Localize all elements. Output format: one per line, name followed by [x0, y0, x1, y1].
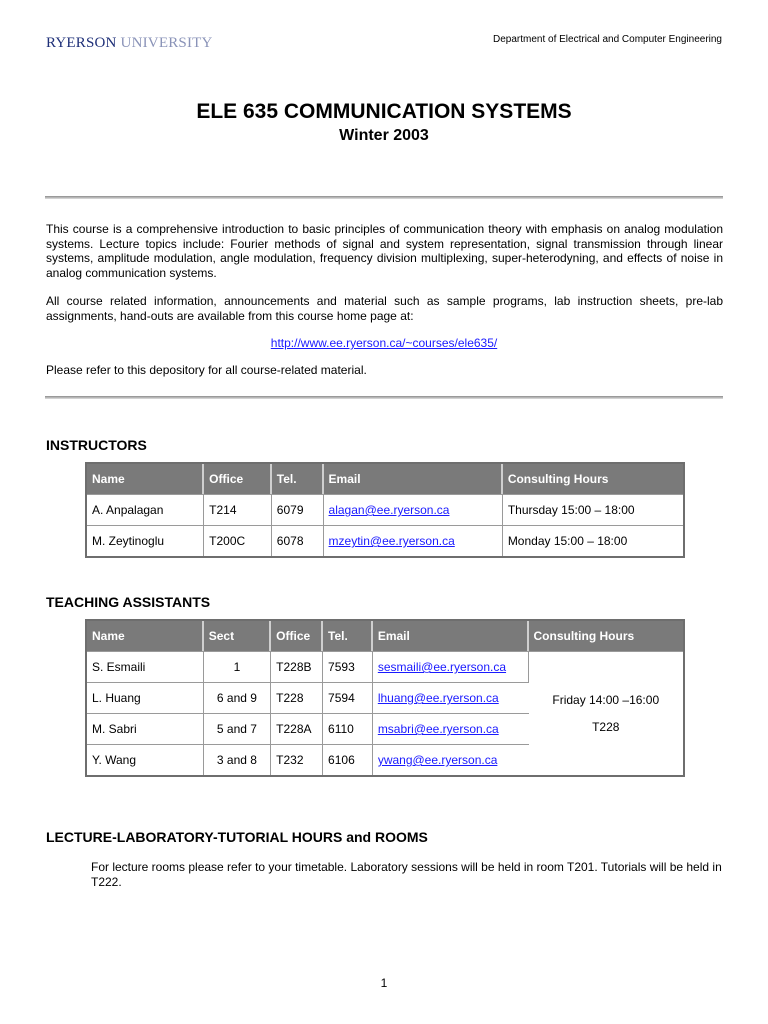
department-name: Department of Electrical and Computer Engineering	[492, 34, 722, 45]
instructor-hours: Thursday 15:00 – 18:00	[503, 494, 683, 525]
ta-tel: 6106	[323, 744, 373, 775]
column-header: Consulting Hours	[503, 464, 683, 494]
column-header: Name	[87, 464, 204, 494]
logo-secondary: UNIVERSITY	[116, 35, 213, 51]
instructor-email-link[interactable]: alagan@ee.ryerson.ca	[328, 503, 450, 517]
instructor-name: A. Anpalagan	[87, 494, 204, 525]
logo-primary: RYERSON	[46, 35, 117, 51]
ta-name: Y. Wang	[87, 744, 204, 775]
ta-consulting-hours	[529, 651, 684, 775]
ta-office: T228	[271, 682, 323, 713]
instructor-email-link[interactable]: mzeytin@ee.ryerson.ca	[328, 534, 455, 548]
intro-paragraph: This course is a comprehensive introduction to basic principles of communication theory with emphasis on analog modulation systems. Lecture topics include: Fourier methods of signal and system representation, signal transmission through linear systems, amplitude modulation, angle modulation, frequency division multiplexing, super-heterodyning, and effects of noise in analog communication systems.	[46, 222, 723, 280]
instructor-name: M. Zeytinoglu	[87, 525, 204, 556]
university-logo	[46, 35, 213, 52]
ta-office: T228B	[271, 651, 323, 682]
table-row	[87, 525, 683, 556]
ta-sect: 3 and 8	[204, 744, 271, 775]
instructor-hours: Monday 15:00 – 18:00	[503, 525, 683, 556]
instructor-office: T214	[204, 494, 272, 525]
ta-email-cell	[373, 713, 529, 744]
ta-consulting-room: T228	[592, 719, 620, 734]
ta-tel: 7593	[323, 651, 373, 682]
teaching-assistants-heading: TEACHING ASSISTANTS	[46, 594, 211, 610]
ta-name: M. Sabri	[87, 713, 204, 744]
column-header: Office	[271, 621, 323, 651]
ta-name: L. Huang	[87, 682, 204, 713]
ta-tel: 6110	[323, 713, 373, 744]
page-number: 1	[380, 976, 388, 990]
ta-email-cell	[373, 682, 529, 713]
instructor-office: T200C	[204, 525, 272, 556]
instructors-table	[85, 462, 685, 558]
ta-email-link[interactable]: msabri@ee.ryerson.ca	[377, 722, 499, 736]
instructor-tel: 6078	[272, 525, 324, 556]
column-header: Name	[87, 621, 204, 651]
column-header: Consulting Hours	[529, 621, 684, 651]
column-header: Email	[324, 464, 503, 494]
table-row	[87, 651, 683, 682]
lab-section-text: For lecture rooms please refer to your timetable. Laboratory sessions will be held in room T201. Tutorials will be held in T222.	[91, 860, 722, 889]
teaching-assistants-table	[85, 619, 685, 777]
divider-top	[45, 196, 723, 199]
ta-email-cell	[373, 744, 529, 775]
course-url-line	[0, 336, 768, 350]
ta-office: T232	[271, 744, 323, 775]
ta-header-row	[87, 621, 683, 651]
column-header: Email	[373, 621, 529, 651]
column-header: Office	[204, 464, 272, 494]
column-header: Tel.	[272, 464, 324, 494]
column-header: Sect	[204, 621, 271, 651]
lab-section-heading: LECTURE-LABORATORY-TUTORIAL HOURS and ROOMS	[46, 829, 428, 845]
ta-email-link[interactable]: lhuang@ee.ryerson.ca	[377, 691, 499, 705]
divider-middle	[45, 396, 723, 399]
ta-email-link[interactable]: ywang@ee.ryerson.ca	[377, 753, 498, 767]
column-header: Tel.	[323, 621, 373, 651]
ta-consulting-time: Friday 14:00 –16:00	[552, 692, 660, 707]
ta-sect: 6 and 9	[204, 682, 271, 713]
ta-name: S. Esmaili	[87, 651, 204, 682]
ta-email-link[interactable]: sesmaili@ee.ryerson.ca	[377, 660, 507, 674]
instructor-email-cell	[324, 494, 503, 525]
table-row	[87, 494, 683, 525]
course-title: ELE 635 COMMUNICATION SYSTEMS	[196, 100, 572, 123]
ta-sect: 5 and 7	[204, 713, 271, 744]
instructors-header-row	[87, 464, 683, 494]
refer-text: Please refer to this depository for all course-related material.	[46, 363, 367, 377]
course-url-link[interactable]: http://www.ee.ryerson.ca/~courses/ele635/	[270, 336, 498, 350]
ta-tel: 7594	[323, 682, 373, 713]
ta-office: T228A	[271, 713, 323, 744]
instructors-heading: INSTRUCTORS	[46, 437, 147, 453]
info-paragraph: All course related information, announcements and material such as sample programs, lab instruction sheets, pre-lab assignments, hand-outs are available from this course home page at:	[46, 294, 723, 323]
instructor-email-cell	[324, 525, 503, 556]
ta-sect: 1	[204, 651, 271, 682]
ta-email-cell	[373, 651, 529, 682]
instructor-tel: 6079	[272, 494, 324, 525]
course-term: Winter 2003	[339, 127, 429, 144]
